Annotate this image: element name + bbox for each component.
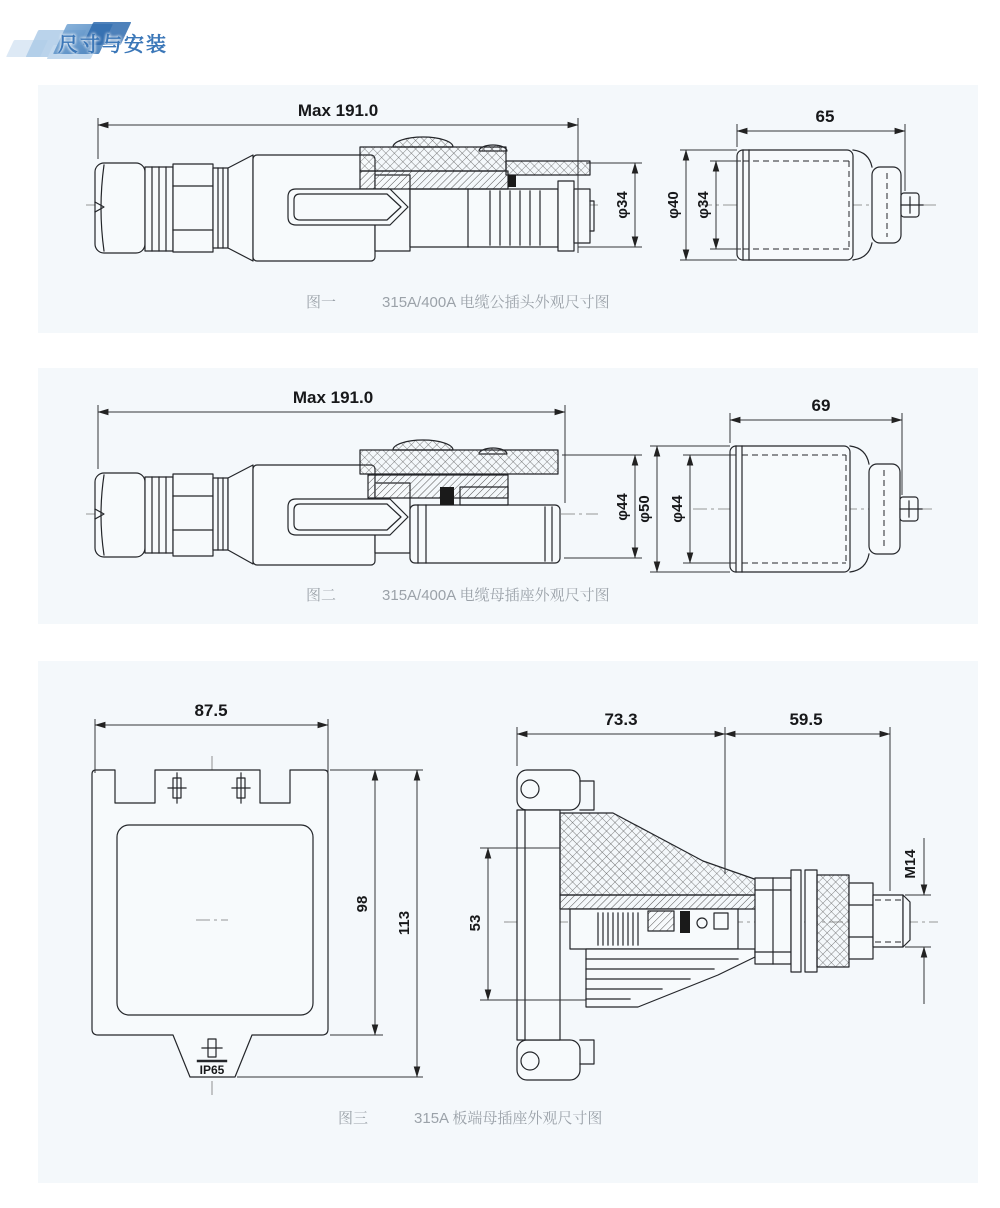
dim-cap-length: 69 [811, 396, 831, 415]
dim-cap-inner-diameter: φ44 [669, 495, 686, 523]
male-plug-side-view [86, 101, 642, 261]
dim-overall-length: Max 191.0 [297, 101, 379, 120]
female-socket-cap-view [636, 396, 936, 572]
figure1-drawing [38, 85, 978, 293]
dim-plug-diameter: φ44 [614, 493, 631, 521]
dim-front-inner-height: 98 [354, 895, 371, 913]
dim-overall-length: Max 191.0 [292, 388, 374, 407]
figure1-panel [38, 85, 978, 333]
figure3-caption [338, 1109, 978, 1129]
dim-front-width: 87.5 [194, 701, 228, 720]
figure2-caption [306, 586, 978, 606]
dim-front-total-height: 113 [396, 910, 413, 936]
page-header [0, 0, 1000, 70]
page-title: 尺寸与安装 [58, 34, 168, 56]
female-socket-side-view [86, 388, 642, 565]
figure1-title: 315A/400A 电缆公插头外观尺寸图 [382, 294, 610, 311]
male-plug-cap-view [665, 107, 936, 260]
figure2-label: 图二 [306, 587, 337, 604]
figure2-title: 315A/400A 电缆母插座外观尺寸图 [382, 587, 610, 604]
dim-side-length-front: 59.5 [789, 710, 823, 729]
figure1-caption [306, 293, 978, 313]
panel-socket-section-view [467, 710, 938, 1080]
dim-thread-spec: M14 [902, 849, 919, 879]
ip-rating-label: IP65 [199, 1063, 225, 1077]
dim-cap-outer-diameter: φ40 [665, 191, 682, 219]
dim-flange-opening: 53 [467, 914, 484, 932]
dim-side-length-rear: 73.3 [604, 710, 638, 729]
panel-socket-front-view [92, 701, 423, 1099]
figure3-title: 315A 板端母插座外观尺寸图 [414, 1110, 603, 1127]
figure1-label: 图一 [306, 294, 337, 311]
figure3-panel [38, 661, 978, 1183]
dim-cap-length: 65 [815, 107, 835, 126]
figure2-panel [38, 368, 978, 624]
figure3-drawing [38, 661, 978, 1109]
dim-plug-diameter: φ34 [614, 191, 631, 219]
figure2-drawing [38, 368, 978, 586]
dim-cap-inner-diameter: φ34 [695, 191, 712, 219]
dim-cap-outer-diameter: φ50 [636, 495, 653, 523]
figure3-label: 图三 [338, 1110, 369, 1127]
